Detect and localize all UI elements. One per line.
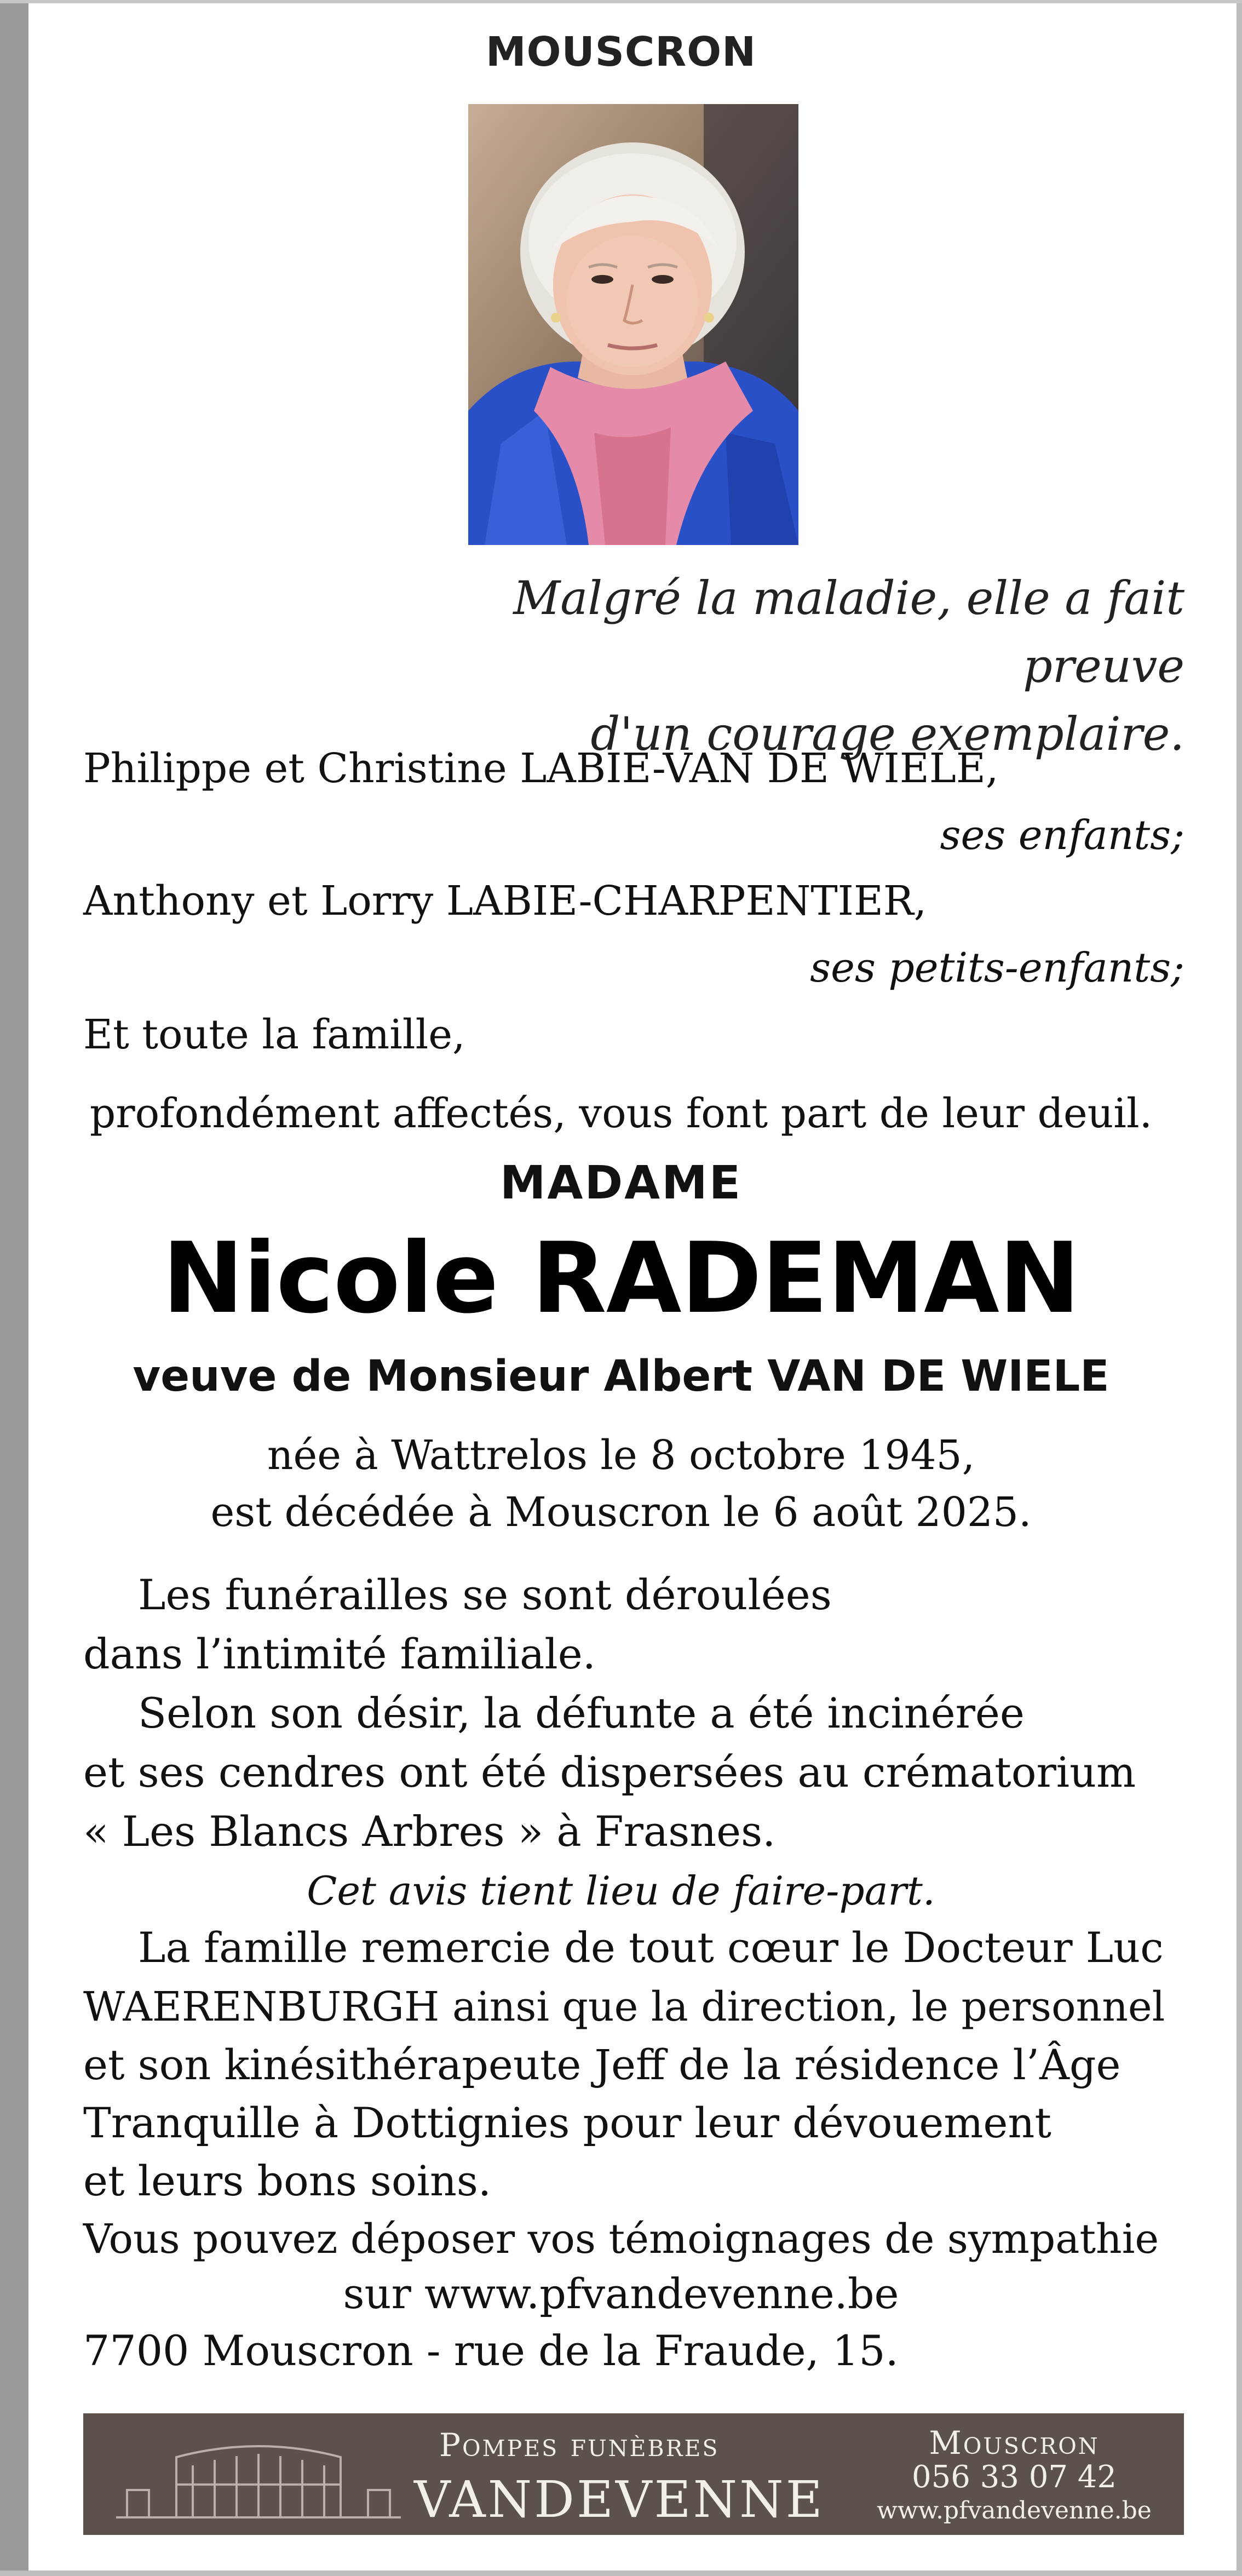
body-line-1: Les funérailles se sont déroulées <box>138 1570 832 1619</box>
deceased-title: MADAME <box>499 1156 743 1209</box>
relation-grandchildren: ses petits-enfants; <box>810 944 1185 991</box>
banner-pompes-funebres: Pompes funèbres <box>439 2426 720 2464</box>
banner-website: www.pfvandevenne.be <box>877 2497 1152 2525</box>
body-line-2: dans l’intimité familiale. <box>83 1630 596 1678</box>
address-line: 7700 Mouscron - rue de la Fraude, 15. <box>83 2326 899 2375</box>
quote-line-2: d'un courage exemplaire. <box>590 707 1185 761</box>
announcement: profondément affectés, vous font part de leur deuil. <box>89 1090 1153 1137</box>
top-border <box>0 0 1242 3</box>
body-line-11: Vous pouvez déposer vos témoignages de sympathie <box>83 2216 1159 2263</box>
body-line-6: La famille remercie de tout cœur le Docteur Luc <box>138 1923 1164 1972</box>
notice: Cet avis tient lieu de faire-part. <box>307 1868 935 1914</box>
bottom-border <box>0 2571 1242 2576</box>
family-all: Et toute la famille, <box>83 1011 465 1058</box>
portrait-photo <box>468 104 798 545</box>
funeral-home-banner <box>83 2413 1184 2535</box>
deceased-name: Nicole RADEMAN <box>162 1221 1080 1335</box>
body-line-8: et son kinésithérapeute Jeff de la résidence l’Âge <box>83 2040 1121 2089</box>
location-heading: MOUSCRON <box>485 28 757 76</box>
deceased-born: née à Wattrelos le 8 octobre 1945, <box>267 1432 975 1479</box>
banner-city: Mouscron <box>929 2424 1100 2462</box>
deceased-widow-of: veuve de Monsieur Albert VAN DE WIELE <box>133 1352 1109 1401</box>
body-line-5: « Les Blancs Arbres » à Frasnes. <box>83 1807 776 1856</box>
deceased-died: est décédée à Mouscron le 6 août 2025. <box>210 1489 1032 1536</box>
gate-logo-icon <box>105 2435 412 2523</box>
body-line-3: Selon son désir, la défunte a été incinérée <box>138 1689 1025 1737</box>
body-line-4: et ses cendres ont été dispersées au crématorium <box>83 1748 1136 1797</box>
banner-brand: VANDEVENNE <box>414 2470 825 2529</box>
family-grandchildren: Anthony et Lorry LABIE-CHARPENTIER, <box>83 877 927 925</box>
family-children: Philippe et Christine LABIE-VAN DE WIELE, <box>83 745 999 792</box>
body-line-9: Tranquille à Dottignies pour leur dévouement <box>83 2098 1051 2147</box>
body-line-7: WAERENBURGH ainsi que la direction, le personnel <box>83 1983 1165 2030</box>
quote-line-1: Malgré la maladie, elle a fait preuve <box>513 571 1185 693</box>
relation-children: ses enfants; <box>940 812 1185 859</box>
website-line: sur www.pfvandevenne.be <box>343 2269 899 2318</box>
body-line-10: et leurs bons soins. <box>83 2156 492 2205</box>
quote <box>363 564 1185 768</box>
banner-phone: 056 33 07 42 <box>911 2459 1117 2495</box>
